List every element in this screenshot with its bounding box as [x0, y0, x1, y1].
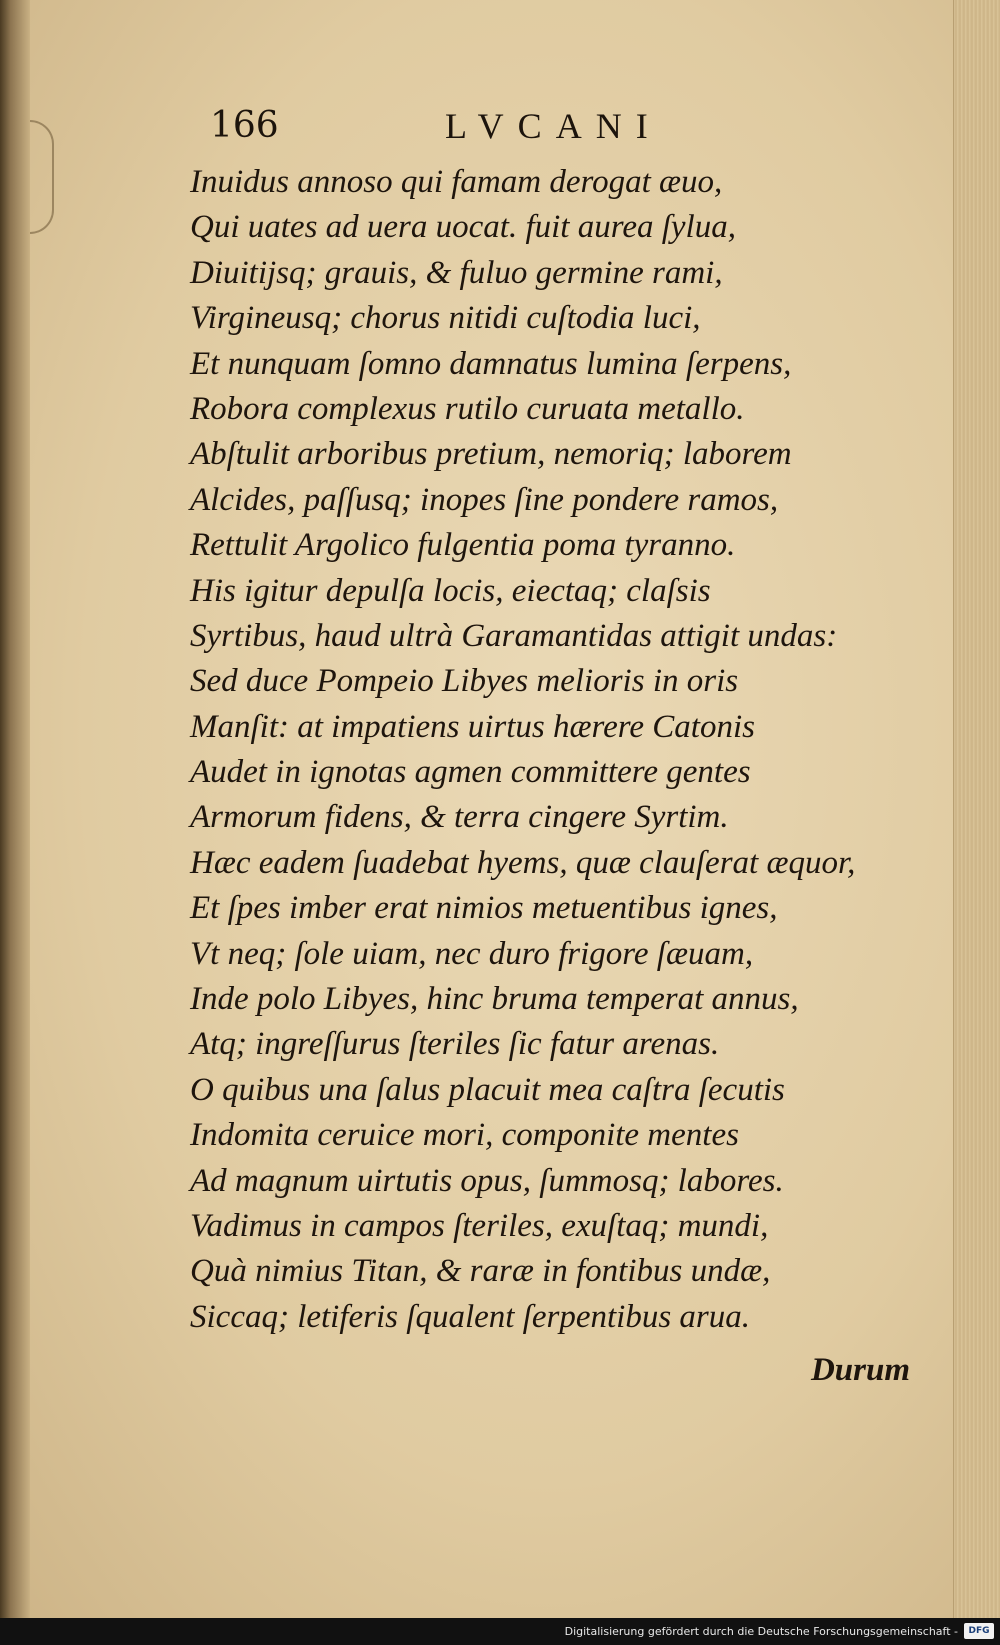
running-title: LVCANI	[445, 106, 662, 146]
verse-line: Sed duce Pompeio Libyes melioris in oris	[190, 663, 739, 700]
page-edges	[953, 0, 1000, 1618]
verse-line: Vadimus in campos ſteriles, exuſtaq; mundi,	[190, 1207, 769, 1244]
page-tab-mark	[30, 120, 54, 234]
verse-line: Hæc eadem ſuadebat hyems, quæ clauſerat æquor,	[190, 844, 856, 881]
catchword: Durum	[810, 1352, 910, 1388]
funding-note: Digitalisierung gefördert durch die Deutsche Forschungsgemeinschaft -	[564, 1625, 958, 1638]
verse-line: His igitur depulſa locis, eiectaq; claſsis	[190, 572, 711, 609]
verse-line: Diuitijsq; grauis, & fuluo germine rami,	[190, 254, 723, 291]
verse-line: Siccaq; letiferis ſqualent ſerpentibus arua.	[190, 1298, 751, 1335]
viewer-footer	[0, 1618, 1000, 1645]
verse-line: Atq; ingreſſurus ſteriles ſic fatur arenas.	[190, 1026, 720, 1063]
verse-line: Et nunquam ſomno damnatus lumina ſerpens,	[190, 345, 792, 382]
verse-line: Abſtulit arboribus pretium, nemoriq; laborem	[190, 436, 792, 473]
verse-line: Inuidus annoso qui famam derogat æuo,	[190, 164, 723, 200]
book-gutter	[0, 0, 30, 1618]
page-number: 166	[210, 105, 279, 146]
verse-line: O quibus una ſalus placuit mea caſtra ſecutis	[190, 1071, 785, 1108]
verse-line: Vt neq; ſole uiam, nec duro frigore ſæuam,	[190, 935, 754, 972]
verse-line: Ad magnum uirtutis opus, ſummosq; labores.	[190, 1162, 784, 1199]
verse-line: Audet in ignotas agmen committere gentes	[190, 754, 751, 791]
verse-line: Qui uates ad uera uocat. fuit aurea ſylua,	[190, 209, 736, 246]
verse-line: Armorum fidens, & terra cingere Syrtim.	[190, 799, 729, 836]
verse-line: Rettulit Argolico fulgentia poma tyranno.	[190, 527, 736, 564]
verse-line: Quà nimius Titan, & raræ in fontibus undæ,	[190, 1253, 771, 1290]
verse-line: Virgineusq; chorus nitidi cuſtodia luci,	[190, 300, 701, 337]
verse-line: Inde polo Libyes, hinc bruma temperat annus,	[190, 981, 799, 1018]
verse-line: Indomita ceruice mori, componite mentes	[190, 1117, 739, 1154]
verse-line: Alcides, paſſusq; inopes ſine pondere ramos,	[190, 481, 779, 518]
page-header	[210, 105, 730, 155]
verse-line: Manſit: at impatiens uirtus hærere Catonis	[190, 708, 755, 745]
verse-block	[190, 160, 910, 1340]
verse-line: Syrtibus, haud ultrà Garamantidas attigit undas:	[190, 617, 838, 654]
dfg-logo[interactable]: DFG	[964, 1623, 994, 1639]
verse-line: Robora complexus rutilo curuata metallo.	[190, 390, 745, 427]
verse-line: Et ſpes imber erat nimios metuentibus ignes,	[190, 890, 778, 927]
